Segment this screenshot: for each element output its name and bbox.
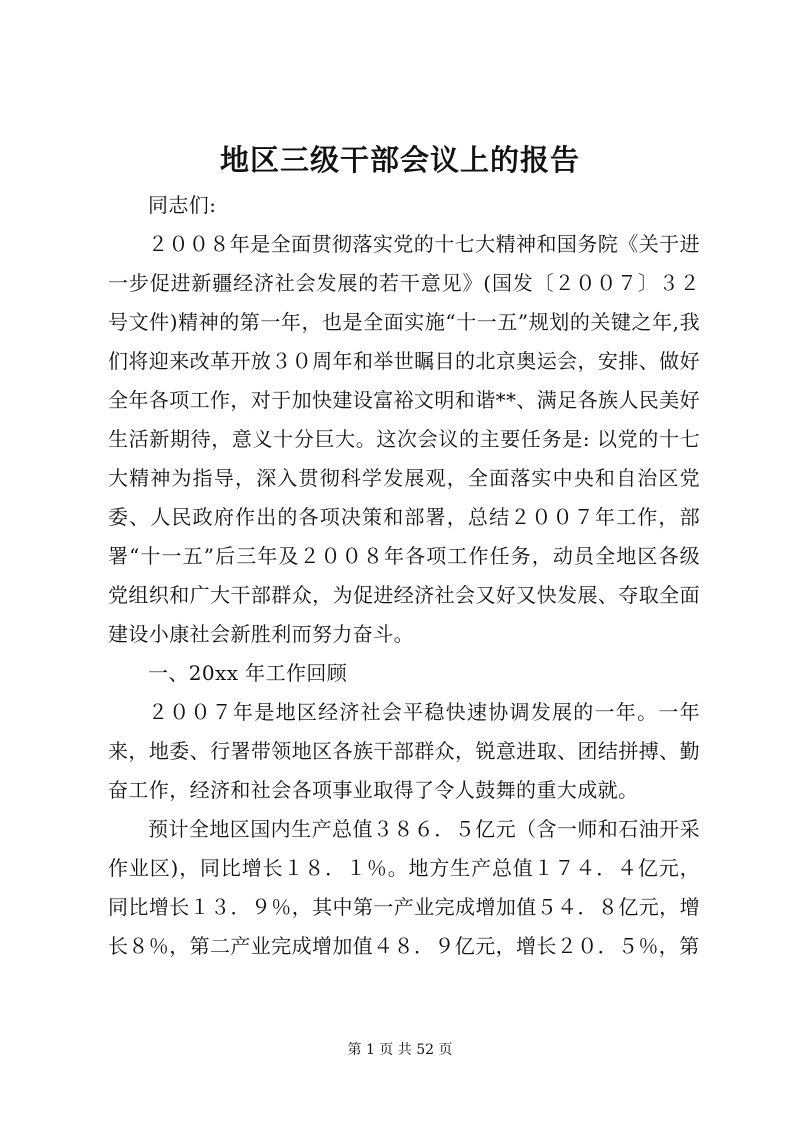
intro-paragraph: ２００８年是全面贯彻落实党的十七大精神和国务院《关于进一步促进新疆经济社会发展的若干意见》(国发〔２００７〕３２号文件)精神的第一年，也是全面实施“十一五”规划的关键之年,我们将迎来改革开放３０周年和举世瞩目的北京奥运会，安排、做好全年各项工作，对于加快建设富裕文明和谐**、满足各族人民美好生活新期待，意义十分巨大。这次会议的主要任务是: 以党的十七大精神为指导，深入贯彻科学发展观，全面落实中央和自治区党委、人民政府作出的各项决策和部署，总结２００７年工作，部署“十一五”后三年及２００８年各项工作任务，动员全地区各级党组织和广大干部群众，为促进经济社会又好又快发展、夺取全面建设小康社会新胜利而努力奋斗。 <box>108 232 700 646</box>
statistics-paragraph: 预计全地区国内生产总值３８６．５亿元（含一师和石油开采作业区)，同比增长１８．１％。地方生产总值１７４．４亿元，同比增长１３．９％，其中第一产业完成增加值５４．８亿元，增长８％，第二产业完成增加值４８．９亿元，增长２０．５％，第 <box>108 817 700 958</box>
section-heading: 一、20xx 年工作回顾 <box>148 661 348 685</box>
document-body <box>108 186 700 966</box>
review-paragraph: ２００７年是地区经济社会平稳快速协调发展的一年。一年来，地委、行署带领地区各族干部群众，锐意进取、团结拼搏、勤奋工作，经济和社会各项事业取得了令人鼓舞的重大成就。 <box>108 700 700 802</box>
salutation: 同志们: <box>148 193 217 217</box>
document-title: 地区三级干部会议上的报告 <box>219 143 580 177</box>
page-number-footer: 第 1 页 共 52 页 <box>347 1042 453 1058</box>
